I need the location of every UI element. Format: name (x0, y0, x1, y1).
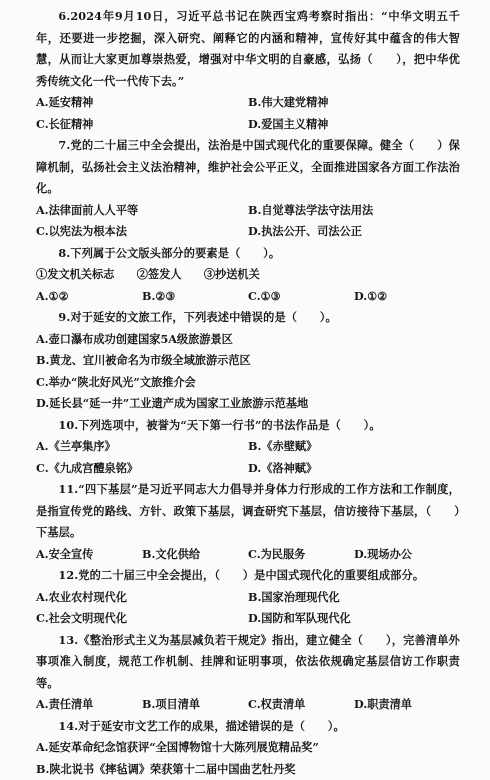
option-c: C.社会文明现代化 (36, 608, 248, 630)
option-a: A.延安革命纪念馆获评“全国博物馆十大陈列展览精品奖” (36, 737, 460, 759)
option-d: D.职责清单 (354, 694, 460, 716)
question-6 (36, 6, 460, 135)
question-text: 14.对于延安市文艺工作的成果，描述错误的是（ ）。 (36, 716, 460, 738)
options (36, 200, 460, 243)
question-text: 7.党的二十届三中全会提出，法治是中国式现代化的重要保障。健全（ ）保障机制，弘扬社会主义法治精神，维护社会公平正义，全面推进国家各方面工作法治化。 (36, 135, 460, 200)
option-d: D.《洛神赋》 (248, 458, 460, 480)
option-b: B.伟大建党精神 (248, 92, 460, 114)
option-d: D.爱国主义精神 (248, 114, 460, 136)
options (36, 286, 460, 308)
question-12 (36, 565, 460, 630)
question-9 (36, 307, 460, 415)
option-b: B.《赤壁赋》 (248, 436, 460, 458)
option-a: A.壶口瀑布成功创建国家5A级旅游景区 (36, 329, 460, 351)
option-a: A.责任清单 (36, 694, 142, 716)
option-c: C.《九成宫醴泉铭》 (36, 458, 248, 480)
option-c: C.①③ (248, 286, 354, 308)
option-c: C.为民服务 (248, 544, 354, 566)
question-text: 6.2024年9月10日，习近平总书记在陕西宝鸡考察时指出：“中华文明五千年，还要进一步挖掘，深入研究、阐释它的内涵和精神，宣传好其中蕴含的伟大智慧，从而让大家更加尊崇热爱，增强对中华文明的自豪感，弘扬（ ），把中华优秀传统文化一代一代传下去。” (36, 6, 460, 92)
option-b: B.项目清单 (142, 694, 248, 716)
option-a: A.①② (36, 286, 142, 308)
option-a: A.法律面前人人平等 (36, 200, 248, 222)
question-text: 8.下列属于公文版头部分的要素是（ ）。 (36, 243, 460, 265)
option-c: C.权责清单 (248, 694, 354, 716)
question-14 (36, 716, 460, 780)
statement-list: ①发文机关标志 ②签发人 ③抄送机关 (36, 264, 460, 286)
option-b: B.自觉尊法学法守法用法 (248, 200, 460, 222)
option-c: C.以宪法为根本法 (36, 221, 248, 243)
question-text: 11.“四下基层”是习近平同志大力倡导并身体力行形成的工作方法和工作制度，是指宣传党的路线、方针、政策下基层，调查研究下基层，信访接待下基层，（ ）下基层。 (36, 479, 460, 544)
question-8 (36, 243, 460, 308)
option-a: A.延安精神 (36, 92, 248, 114)
options (36, 92, 460, 135)
question-11 (36, 479, 460, 565)
question-10 (36, 415, 460, 480)
option-c: C.举办“陕北好风光”文旅推介会 (36, 372, 460, 394)
question-text: 9.对于延安的文旅工作，下列表述中错误的是（ ）。 (36, 307, 460, 329)
question-7 (36, 135, 460, 243)
question-text: 10.下列选项中，被誉为“天下第一行书”的书法作品是（ ）。 (36, 415, 460, 437)
option-b: B.国家治理现代化 (248, 587, 460, 609)
question-text: 12.党的二十届三中全会提出，（ ）是中国式现代化的重要组成部分。 (36, 565, 460, 587)
option-d: D.延长县“延一井”工业遗产成为国家工业旅游示范基地 (36, 393, 460, 415)
question-text: 13.《整治形式主义为基层减负若干规定》指出，建立健全（ ），完善清单外事项准入制度，规范工作机制、挂牌和证明事项，依法依规确定基层信访工作职责等。 (36, 630, 460, 695)
option-d: D.现场办公 (354, 544, 460, 566)
option-d: D.执法公开、司法公正 (248, 221, 460, 243)
options (36, 544, 460, 566)
option-b: B.陕北说书《摔毡调》荣获第十二届中国曲艺牡丹奖 (36, 759, 460, 780)
option-b: B.黄龙、宜川被命名为市级全域旅游示范区 (36, 350, 460, 372)
options (36, 587, 460, 630)
options (36, 694, 460, 716)
option-a: A.《兰亭集序》 (36, 436, 248, 458)
question-13 (36, 630, 460, 716)
option-a: A.农业农村现代化 (36, 587, 248, 609)
option-b: B.②③ (142, 286, 248, 308)
option-c: C.长征精神 (36, 114, 248, 136)
option-b: B.文化供给 (142, 544, 248, 566)
option-d: D.①② (354, 286, 460, 308)
option-a: A.安全宣传 (36, 544, 142, 566)
options (36, 436, 460, 479)
option-d: D.国防和军队现代化 (248, 608, 460, 630)
